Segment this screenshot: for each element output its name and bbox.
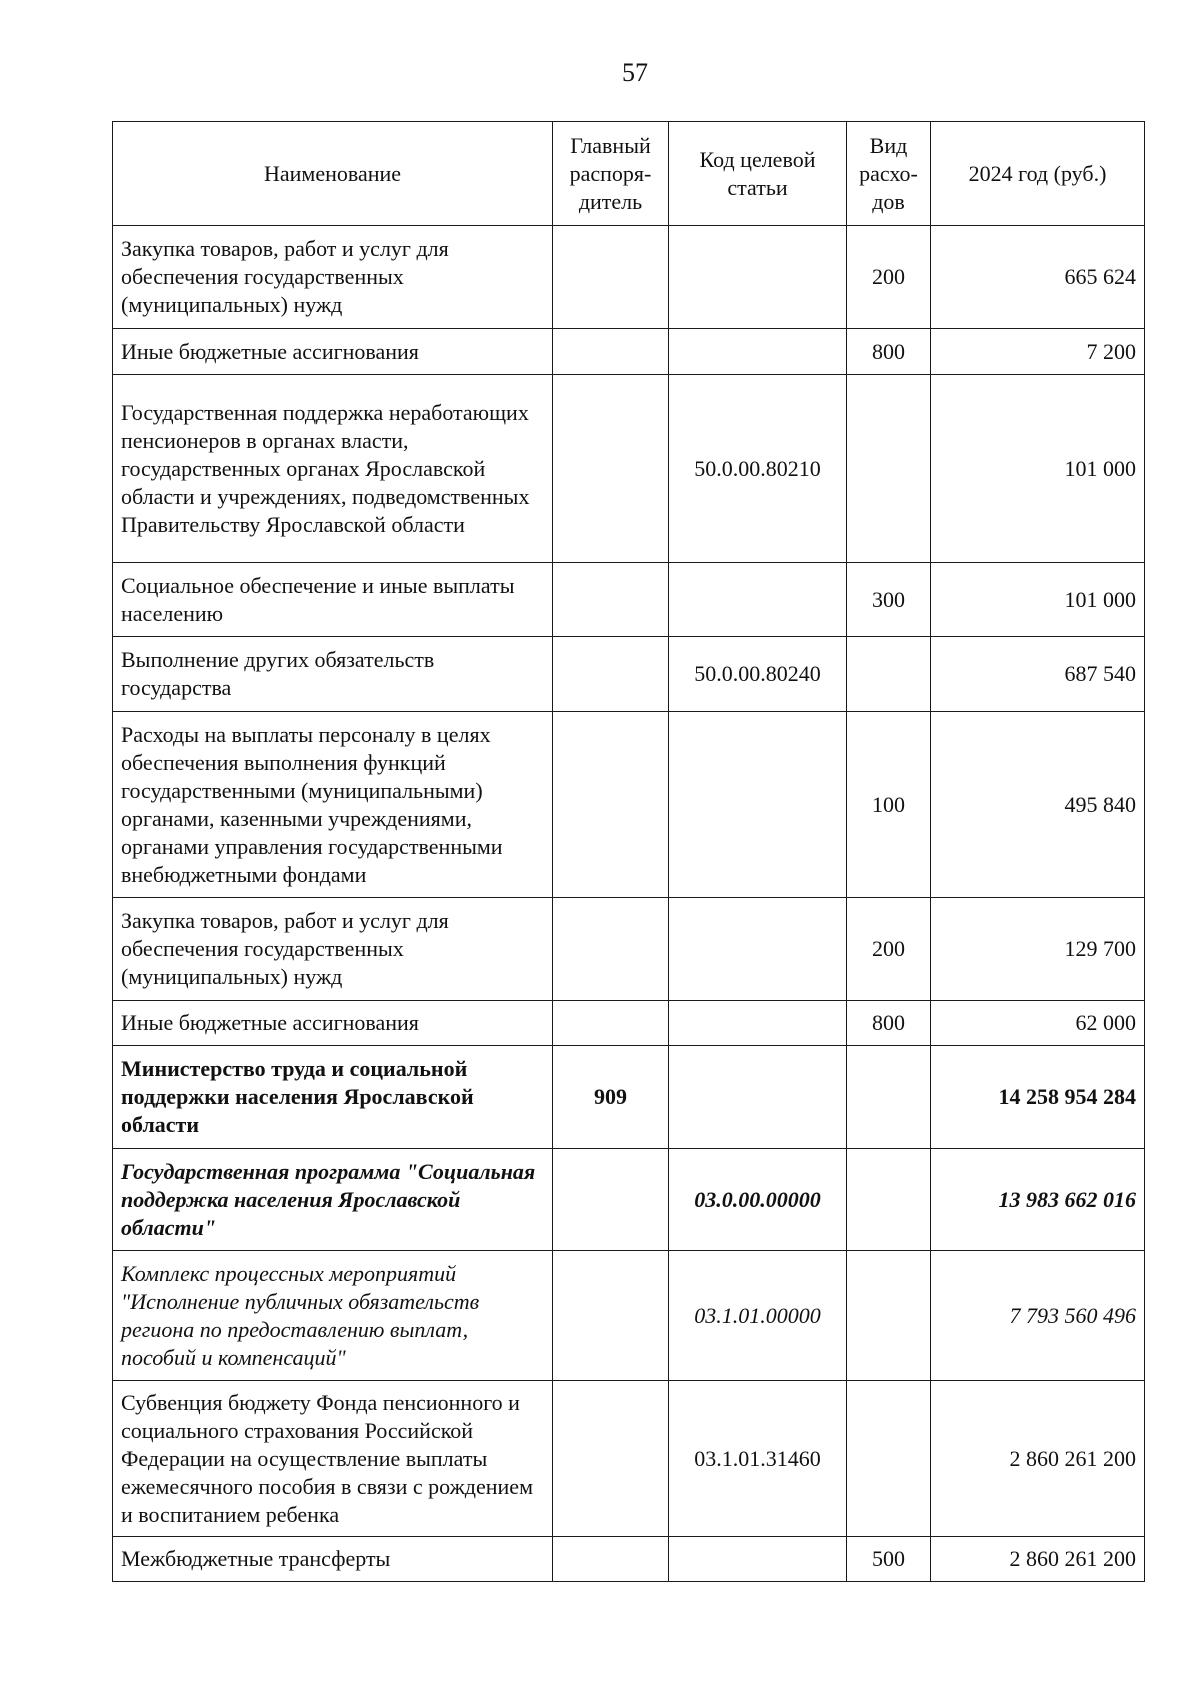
row-manager xyxy=(553,226,669,329)
table-row xyxy=(113,226,1145,329)
row-name: Межбюджетные трансферты xyxy=(113,1537,553,1582)
row-code xyxy=(669,712,847,898)
row-type xyxy=(847,1251,931,1381)
row-code xyxy=(669,1537,847,1582)
row-type: 800 xyxy=(847,329,931,375)
page-number: 57 xyxy=(622,58,648,87)
header-expense-type: Вид расхо-дов xyxy=(847,122,931,226)
table-row xyxy=(113,375,1145,563)
row-name: Государственная программа "Социальная поддержка населения Ярославской области" xyxy=(113,1149,553,1251)
row-type xyxy=(847,1381,931,1537)
row-amount: 2 860 261 200 xyxy=(931,1537,1145,1582)
header-year-amount: 2024 год (руб.) xyxy=(931,122,1145,226)
header-target-code: Код целевой статьи xyxy=(669,122,847,226)
table-row xyxy=(113,637,1145,712)
row-manager xyxy=(553,563,669,637)
row-amount: 62 000 xyxy=(931,1001,1145,1046)
row-type: 200 xyxy=(847,898,931,1001)
row-type: 500 xyxy=(847,1537,931,1582)
table-row xyxy=(113,1251,1145,1381)
table-row xyxy=(113,712,1145,898)
header-main-manager: Главный распоря-дитель xyxy=(553,122,669,226)
table-row xyxy=(113,329,1145,375)
row-name: Иные бюджетные ассигнования xyxy=(113,329,553,375)
row-type xyxy=(847,637,931,712)
row-code: 03.1.01.00000 xyxy=(669,1251,847,1381)
row-code: 03.0.00.00000 xyxy=(669,1149,847,1251)
row-amount: 2 860 261 200 xyxy=(931,1381,1145,1537)
row-manager xyxy=(553,712,669,898)
row-name: Государственная поддержка неработающих пенсионеров в органах власти, государственных органах Ярославской области и учреждениях, подведомственных Правительству Ярославской области xyxy=(113,375,553,563)
table-row xyxy=(113,1001,1145,1046)
row-name: Министерство труда и социальной поддержки населения Ярославской области xyxy=(113,1046,553,1149)
row-type xyxy=(847,1046,931,1149)
row-code: 50.0.00.80210 xyxy=(669,375,847,563)
row-type xyxy=(847,1149,931,1251)
row-code xyxy=(669,226,847,329)
row-manager xyxy=(553,637,669,712)
row-code xyxy=(669,898,847,1001)
row-name: Закупка товаров, работ и услуг для обеспечения государственных (муниципальных) нужд xyxy=(113,898,553,1001)
table-row xyxy=(113,1381,1145,1537)
row-manager: 909 xyxy=(553,1046,669,1149)
row-name: Иные бюджетные ассигнования xyxy=(113,1001,553,1046)
row-amount: 13 983 662 016 xyxy=(931,1149,1145,1251)
table-row xyxy=(113,1537,1145,1582)
row-manager xyxy=(553,1381,669,1537)
row-code xyxy=(669,563,847,637)
row-code xyxy=(669,329,847,375)
row-manager xyxy=(553,1149,669,1251)
row-manager xyxy=(553,898,669,1001)
row-name: Закупка товаров, работ и услуг для обеспечения государственных (муниципальных) нужд xyxy=(113,226,553,329)
row-manager xyxy=(553,1001,669,1046)
row-amount: 14 258 954 284 xyxy=(931,1046,1145,1149)
row-amount: 7 200 xyxy=(931,329,1145,375)
row-name: Субвенция бюджету Фонда пенсионного и социального страхования Российской Федерации на осуществление выплаты ежемесячного пособия в связи с рождением и воспитанием ребенка xyxy=(113,1381,553,1537)
header-name: Наименование xyxy=(113,122,553,226)
table-header-row xyxy=(113,122,1145,226)
row-manager xyxy=(553,329,669,375)
row-amount: 101 000 xyxy=(931,563,1145,637)
row-code xyxy=(669,1001,847,1046)
row-code xyxy=(669,1046,847,1149)
row-name: Выполнение других обязательств государства xyxy=(113,637,553,712)
row-type: 800 xyxy=(847,1001,931,1046)
row-amount: 665 624 xyxy=(931,226,1145,329)
table-row xyxy=(113,563,1145,637)
budget-table xyxy=(112,121,1145,1582)
row-code: 50.0.00.80240 xyxy=(669,637,847,712)
row-name: Расходы на выплаты персоналу в целях обеспечения выполнения функций государственными (муниципальными) органами, казенными учреждениями, органами управления государственными внебюджетными фондами xyxy=(113,712,553,898)
table-row xyxy=(113,1149,1145,1251)
row-manager xyxy=(553,1251,669,1381)
row-amount: 101 000 xyxy=(931,375,1145,563)
row-name: Социальное обеспечение и иные выплаты населению xyxy=(113,563,553,637)
row-amount: 129 700 xyxy=(931,898,1145,1001)
row-code: 03.1.01.31460 xyxy=(669,1381,847,1537)
row-name: Комплекс процессных мероприятий "Исполнение публичных обязательств региона по предоставлению выплат, пособий и компенсаций" xyxy=(113,1251,553,1381)
row-manager xyxy=(553,1537,669,1582)
table-row xyxy=(113,898,1145,1001)
table-row xyxy=(113,1046,1145,1149)
row-type: 300 xyxy=(847,563,931,637)
row-type: 100 xyxy=(847,712,931,898)
row-type: 200 xyxy=(847,226,931,329)
row-amount: 495 840 xyxy=(931,712,1145,898)
row-amount: 7 793 560 496 xyxy=(931,1251,1145,1381)
row-manager xyxy=(553,375,669,563)
row-type xyxy=(847,375,931,563)
row-amount: 687 540 xyxy=(931,637,1145,712)
